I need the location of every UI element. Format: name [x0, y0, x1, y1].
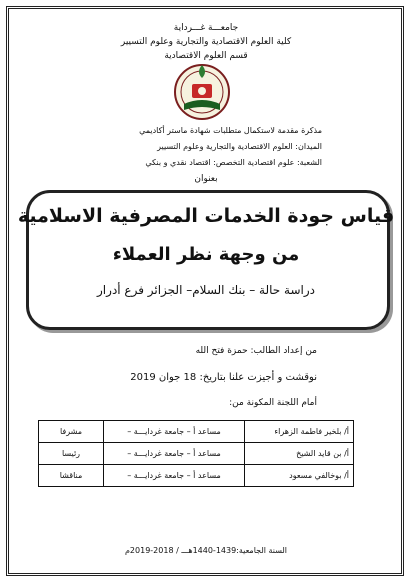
member-role: مشرفا: [39, 421, 104, 443]
committee-table: [38, 420, 354, 487]
academic-year: السنة الجامعية:1439-1440هـــ / 2018-2019م: [124, 546, 288, 555]
member-rank: مساعد أ – جامعة غردايـــة –: [104, 443, 245, 465]
table-row: [39, 443, 354, 465]
memo-description: مذكرة مقدمة لاستكمال متطلبات شهادة ماستر أكاديمي: [139, 126, 322, 135]
branch-line: الشعبة: علوم اقتصادية التخصص: اقتصاد نقدي و بنكي: [145, 158, 322, 167]
field-line: الميدان: العلوم الاقتصادية والتجارية وعلوم التسيير: [157, 142, 322, 151]
university-name: جامعـــة غـــرداية: [173, 23, 239, 33]
member-name: أ/ بن قايد الشيخ: [245, 443, 354, 465]
committee-label: أمام اللجنة المكونة من:: [229, 398, 317, 408]
prepared-by: من إعداد الطالب: حمزة فتح الله: [195, 346, 317, 356]
defense-date: نوقشت و أجيزت علنا بتاريخ: 18 جوان 2019: [130, 372, 317, 383]
faculty-name: كلية العلوم الاقتصادية والتجارية وعلوم التسيير: [120, 37, 292, 47]
member-name: أ/ بوخالفي مسعود: [245, 465, 354, 487]
member-rank: مساعد أ – جامعة غردايـــة –: [104, 421, 245, 443]
member-name: أ/ بلخير فاطمة الزهراء: [245, 421, 354, 443]
thesis-title-line2: من وجهة نظر العملاء: [112, 244, 300, 265]
table-row: [39, 465, 354, 487]
department-name: قسم العلوم الاقتصادية: [164, 51, 248, 61]
university-logo: [170, 60, 234, 120]
member-role: رئيسا: [39, 443, 104, 465]
thesis-title-line1: قياس جودة الخدمات المصرفية الاسلامية: [17, 205, 395, 227]
table-row: [39, 421, 354, 443]
member-rank: مساعد أ – جامعة غردايـــة –: [104, 465, 245, 487]
titled-label: بعنوان: [194, 174, 218, 184]
case-study-line: دراسة حالة – بنك السلام– الجزائر فرع أدرار: [97, 283, 315, 297]
member-role: مناقشا: [39, 465, 104, 487]
